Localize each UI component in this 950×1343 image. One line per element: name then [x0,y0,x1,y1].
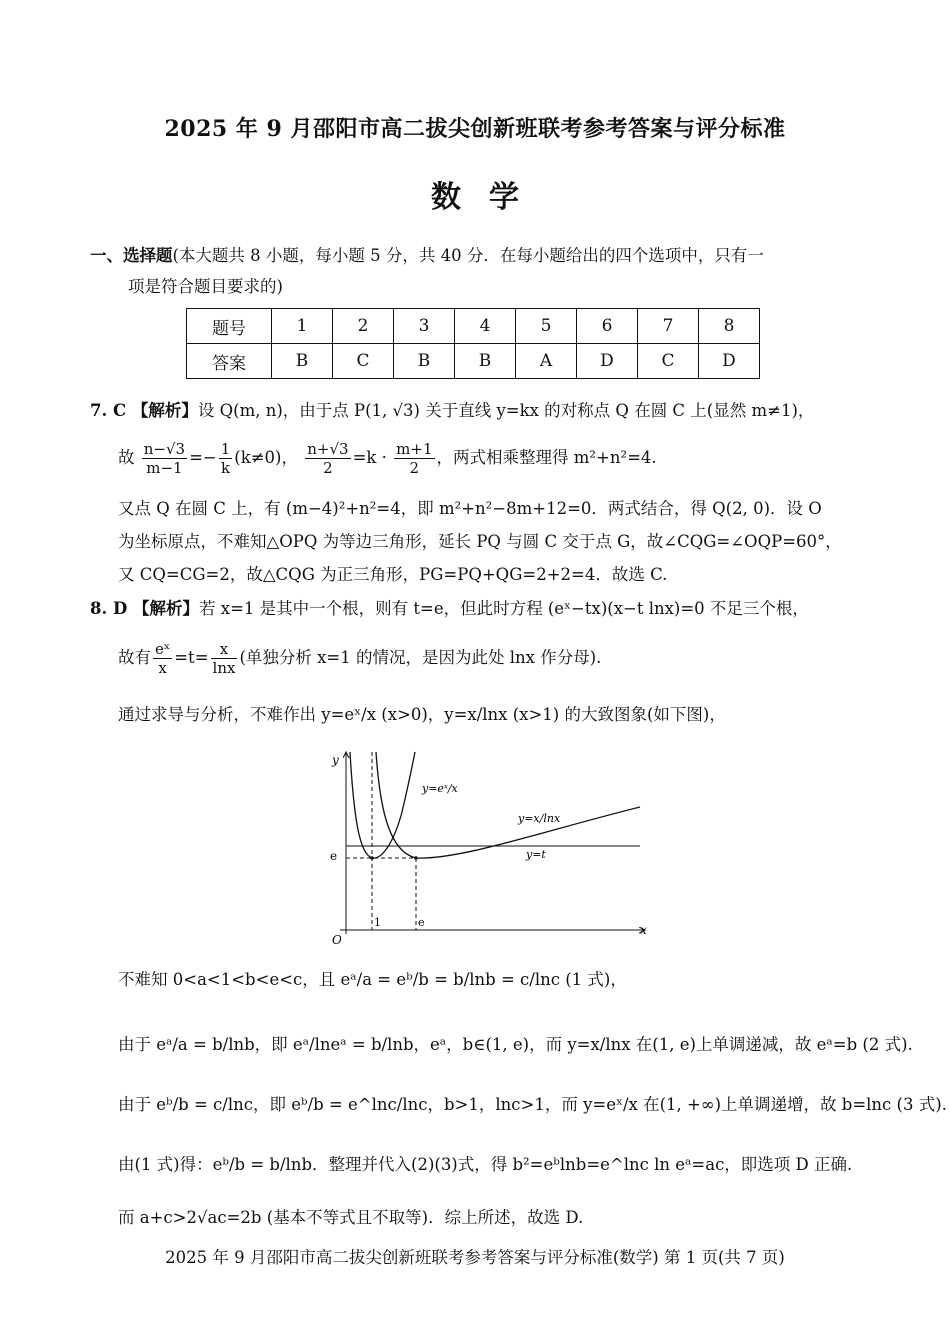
point-e [414,856,418,860]
section-desc-2: 项是符合题目要求的) [128,277,283,296]
q7-head: 7. C 【解析】 [90,401,198,420]
q7-line-4: 为坐标原点，不难知△OPQ 为等边三角形，延长 PQ 与圆 C 交于点 G，故∠CQG=∠OQP=60°， [118,532,842,551]
table-cell: 5 [516,309,577,344]
q8-line-8: 而 a+c>2√ac=2b (基本不等式且不取等)．综上所述，故选 D. [118,1208,584,1227]
function-graph [320,742,660,947]
fraction: $\frac{n-√3}{m-1}$ [143,440,186,477]
tick-1: 1 [374,916,381,929]
q7-line-1 [90,396,870,426]
q7-text: (k≠0)， [234,448,298,467]
q8-head: 8. D 【解析】 [90,599,200,618]
tick-e: e [418,916,425,929]
line-y-t-label: y=t [526,848,546,861]
section-choice [90,240,870,302]
table-cell: B [394,344,455,379]
table-cell: 3 [394,309,455,344]
origin-label: O [332,933,342,947]
page-footer: 2025 年 9 月邵阳市高二拔尖创新班联考参考答案与评分标准(数学) 第 1 页(共 7 页) [165,1248,785,1267]
e-value-label: e [330,849,338,863]
fraction: $\frac{\text{eˣ}}{x}$ [155,640,171,677]
section-label: 一、选择题 [90,246,173,265]
curve-lnx-label: y=x/lnx [518,812,561,825]
fraction: $\frac{n+√3}{2}$ [307,440,349,477]
q8-text: 若 x=1 是其中一个根，则有 t=e，但此时方程 (eˣ−tx)(x−t lnx)=0 不足三个根， [199,599,809,618]
q8-text: 故有 [118,648,151,667]
point-a [370,856,374,860]
table-cell: B [272,344,333,379]
table-cell: 7 [638,309,699,344]
q8-line-4: 不难知 0<a<1<b<e<c，且 eᵃ/a = eᵇ/b = b/lnb = c/lnc (1 式)， [118,970,627,989]
table-cell: B [455,344,516,379]
q8-text: (单独分析 x=1 的情况，是因为此处 lnx 作分母). [239,648,602,667]
q7-block [90,396,870,426]
table-cell: 2 [333,309,394,344]
q8-block [90,594,870,624]
q7-text: 故 [118,448,135,467]
q8-line-6: 由于 eᵇ/b = c/lnc，即 eᵇ/b = e^lnc/lnc，b>1，lnc>1，而 y=eˣ/x 在(1, +∞)上单调递增，故 b=lnc (3 式). [118,1095,947,1114]
table-row [187,344,760,379]
q8-line-5: 由于 eᵃ/a = b/lnb，即 eᵃ/lneᵃ = b/lnb，eᵃ，b∈(1, e)，而 y=x/lnx 在(1, e)上单调递减，故 eᵃ=b (2 式). [118,1035,913,1054]
table-row [187,309,760,344]
q8-line-1 [90,594,870,624]
curve-x-over-lnx [376,752,640,858]
q8-line-7: 由(1 式)得：eᵇ/b = b/lnb．整理并代入(2)(3)式，得 b²=eᵇlnb=e^lnc ln eᵃ=ac，即选项 D 正确. [118,1155,853,1174]
x-axis-label: x [640,923,647,937]
q7-text: ，两式相乘整理得 m²+n²=4. [436,448,657,467]
y-axis-label: y [332,753,339,767]
table-cell: 6 [577,309,638,344]
table-cell: C [638,344,699,379]
page-title: 2025 年 9 月邵阳市高二拔尖创新班联考参考答案与评分标准 [164,116,786,142]
fraction: $\frac{1}{k}$ [220,440,231,477]
table-header-cell: 答案 [187,344,272,379]
table-cell: D [577,344,638,379]
q7-line-2: 故 $\frac{n-√3}{m-1}$ =− $\frac{1}{k}$ (k≠0)， $\frac{n+√3}{2}$ =k · $\frac{m+1}{2}$ ，两式相乘整理得 m²+n²=4. [118,440,657,477]
q7-line-3: 又点 Q 在圆 C 上，有 (m−4)²+n²=4，即 m²+n²−8m+12=0．两式结合，得 Q(2, 0)．设 O [118,499,822,518]
table-cell: 8 [699,309,760,344]
q8-line-3: 通过求导与分析，不难作出 y=eˣ/x (x>0)，y=x/lnx (x>1) 的大致图象(如下图)， [118,705,726,724]
fraction: $\frac{m+1}{2}$ [396,440,433,477]
answer-table [186,308,760,379]
q7-text: 设 Q(m, n)，由于点 P(1, √3) 关于直线 y=kx 的对称点 Q 在圆 C 上(显然 m≠1)， [197,401,815,420]
fraction: $\frac{x}{\ln x}$ [212,640,236,677]
table-cell: 1 [272,309,333,344]
q8-line-2: 故有 $\frac{\text{eˣ}}{x}$ =t= $\frac{x}{\ln x}$ (单独分析 x=1 的情况，是因为此处 lnx 作分母). [118,640,602,677]
curve-exp-label: y=eˣ/x [422,782,458,795]
table-cell: 4 [455,309,516,344]
table-cell: C [333,344,394,379]
q7-line-5: 又 CQ=CG=2，故△CQG 为正三角形，PG=PQ+QG=2+2=4．故选 C. [118,565,668,584]
table-header-cell: 题号 [187,309,272,344]
table-cell: A [516,344,577,379]
subject-title: 数学 [431,180,547,215]
section-desc: (本大题共 8 小题，每小题 5 分，共 40 分．在每小题给出的四个选项中，只有一 [172,246,764,265]
table-cell: D [699,344,760,379]
